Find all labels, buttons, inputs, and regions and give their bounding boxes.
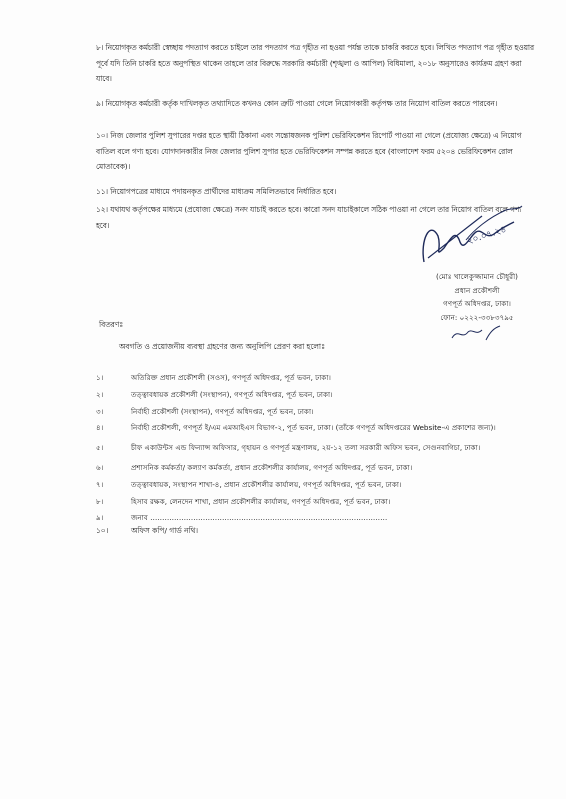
list-item: ৫। চীফ একাউন্টস এন্ড ফিন্যান্স অফিসার, গৃহায়ন ও গণপূর্ত মন্ত্রণালয়, ২য়-১২ তলা সরকারী অফিস ভবন, সেগুনবাগিচা, ঢাকা। — [96, 443, 481, 453]
signatory-designation: প্রধান প্রকৌশলী — [454, 285, 500, 295]
paragraph-11: ১১। নিয়োগপত্রের মাধ্যমে পদায়নকৃত প্রার্থীদের মাধ্যক্রম সমিলিতভাবে নির্ধারিত হবে। — [96, 187, 337, 196]
signature-block — [422, 270, 532, 324]
paragraph-9: ৯। নিয়োগকৃত কর্মচারী কর্তৃক দাখিলকৃত তথ্যাদিতে কখনও কোন ত্রুটি পাওয়া গেলে নিয়োগকারী কর্তৃপক্ষ তার নিয়োগ বাতিল করতে পারবেন। — [96, 99, 498, 108]
distribution-intro: অবগতি ও প্রয়োজনীয় ব্যবস্থা গ্রহণের জন্য অনুলিপি প্রেরণ করা হলোঃ — [119, 342, 326, 351]
list-item: ১। অতিরিক্ত প্রধান প্রকৌশলী (সওস), গণপূর্ত অধিদপ্তর, পূর্ত ভবন, ঢাকা। — [96, 373, 331, 382]
list-item: ৭। তত্ত্বাবধায়ক, সংস্থাপন শাখা-৪, প্রধান প্রকৌশলীর কার্যালয়, গণপূর্ত অধিদপ্তর, পূর্ত ভবন, ঢাকা। — [96, 479, 402, 489]
list-item: ৯। জনাব ……………………………………………………………………………………… — [96, 513, 388, 523]
paragraph-10: ১০। নিজ জেলার পুলিশ সুপারের দপ্তর হতে স্থায়ী ঠিকানা এবং সন্তোষজনক পুলিশ ভেরিফিকেশন রিপোর্ট পাওয়া না গেলে (প্রযোজ্য ক্ষেত্রে) এ নিয়োগ বাতিল বলে গণ্য হবে। যোগদানকারীর নিজ জেলার পুলিশ সুপার হতে ভেরিফিকেশন সম্পন্ন করতে হবে (বাংলাদেশ ফরম ৫২০৪ ভেরিফিকেশন রোল মোতাবেক)। — [96, 131, 522, 172]
handwritten-signature — [410, 196, 530, 276]
svg-text:২০.০৭.২৪: ২০.০৭.২৪ — [465, 224, 508, 247]
signatory-name: (মোঃ খালেকুজ্জামান চৌধুরী) — [436, 272, 518, 281]
list-item: ৩। নির্বাহী প্রকৌশলী (সংস্থাপন), গণপূর্ত অধিদপ্তর, পূর্ত ভবন, ঢাকা। — [96, 406, 314, 416]
list-item: ২। তত্ত্বাবধায়ক প্রকৌশলী (সংস্থাপন), গণপূর্ত অধিদপ্তর, পূর্ত ভবন, ঢাকা। — [96, 389, 333, 399]
list-item: ৬। প্রশাসনিক কর্মকর্তা/ কল্যাণ কর্মকর্তা, প্রধান প্রকৌশলীর কার্যালয়, গণপূর্ত অধিদপ্তর, পূর্ত ভবন, ঢাকা। — [96, 462, 413, 472]
paragraph-12: ১২। যথাযথ কর্তৃপক্ষের মাধ্যমে (প্রযোজ্য ক্ষেত্রে) সনদ যাচাই করতে হবে। কারো সনদ যাচাইকালে সঠিক পাওয়া না গেলে তার নিয়োগ বাতিল বলে গণ্য হবে। — [96, 205, 522, 230]
list-item: ৪। নির্বাহী প্রকৌশলী, গণপূর্ত ই/এম এমআইএস বিভাগ-২, পূর্ত ভবন, ঢাকা। (তাঁকে গণপূর্ত অধিদপ্তরের Website-এ প্রকাশের জন্য)। — [96, 423, 496, 433]
initial-mark — [448, 322, 508, 344]
signatory-phone: ফোন: ০২২২-৩৩৮৩৭৯৫ — [440, 312, 514, 322]
distribution-list — [96, 371, 536, 528]
office-copy: ১০। অফিস কপি/ গার্ড নথি। — [96, 526, 199, 535]
distribution-label: বিতরণঃ — [99, 320, 124, 329]
paragraph-8: ৮। নিয়োগকৃত কর্মচারী স্বেচ্ছায় পদত্যাগ করতে চাইলে তার পদত্যাগ পত্র গৃহীত না হওয়া পর্যন্ত তাকে চাকরি করতে হবে। লিখিত পদত্যাগ পত্র গৃহীত হওয়ার পূর্বে যদি তিনি চাকরি হতে অনুপস্থিত থাকেন তাহলে তার বিরুদ্ধে সরকারি কর্মচারী (শৃঙ্খলা ও আপিল) বিধিমালা, ২০১৮ অনুসারেও কার্যক্রম গ্রহণ করা যাবে। — [96, 43, 534, 84]
list-item: ৮। হিসাব রক্ষক, লেনদেন শাখা, প্রধান প্রকৌশলীর কার্যালয়, গণপূর্ত অধিদপ্তর, পূর্ত ভবন, ঢাকা। — [96, 496, 391, 506]
signatory-office: গণপূর্ত অধিদপ্তর, ঢাকা। — [443, 299, 511, 309]
